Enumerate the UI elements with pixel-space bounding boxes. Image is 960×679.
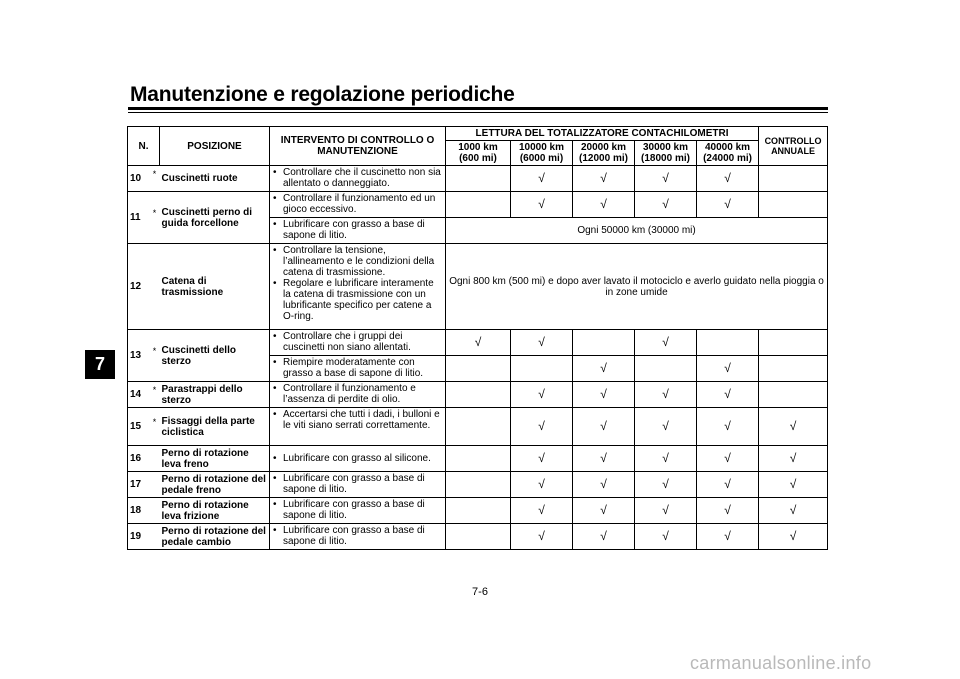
table-row: 17 Perno di rotazione del pedale freno • Lubrificare con grasso a base di sapone di litio. √ √ √ √ √ <box>128 472 828 498</box>
table-row: • Riempire moderatamente con grasso a base di sapone di litio. √ √ <box>128 356 828 382</box>
position-cell: Perno di rotazione leva freno <box>160 446 270 472</box>
action-cell: • Controllare il funzionamento ed un gioco eccessivo. <box>270 192 446 218</box>
chapter-tab: 7 <box>85 350 115 379</box>
header-interval: 30000 km (18000 mi) <box>635 141 697 166</box>
header-no: N. <box>128 127 160 166</box>
action-cell: • Accertarsi che tutti i dadi, i bulloni e le viti siano serrati correttamente. <box>270 408 446 446</box>
header-odometer: LETTURA DEL TOTALIZZATORE CONTACHILOMETRI <box>446 127 759 141</box>
action-cell: • Lubrificare con grasso a base di sapone di litio. <box>270 218 446 244</box>
table-row: 13 * Cuscinetti dello sterzo • Controllare che i gruppi dei cuscinetti non siano allentati. √ √ √ <box>128 330 828 356</box>
header-interval: 1000 km (600 mi) <box>446 141 511 166</box>
table-row: 15 * Fissaggi della parte ciclistica • Accertarsi che tutti i dadi, i bulloni e le viti siano serrati correttamente. √ √ √ √ √ <box>128 408 828 446</box>
interval-note: Ogni 800 km (500 mi) e dopo aver lavato il motociclo e averlo guidato nella pioggia o in zone umide <box>446 244 828 330</box>
position-cell: Parastrappi dello sterzo <box>160 382 270 408</box>
table-row: 12 Catena di trasmissione • Controllare la tensione, l’allineamento e le condizioni della catena di trasmissione. • Regolare e lubrificare interamente la catena di trasmissione con un lubrificante specifico per catene a O-ring. Ogni 800 km (500 mi) e dopo aver lavato il motociclo e averlo guidato nella pioggia o in zone umide <box>128 244 828 330</box>
maintenance-table <box>127 126 828 550</box>
title-rule-thick <box>128 107 828 110</box>
table-row: 10 * Cuscinetti ruote • Controllare che il cuscinetto non sia allentato o danneggiato. √ √ √ √ <box>128 166 828 192</box>
page-number: 7-6 <box>472 586 488 598</box>
position-cell: Perno di rotazione leva frizione <box>160 498 270 524</box>
header-interval: 40000 km (24000 mi) <box>697 141 759 166</box>
header-action: INTERVENTO DI CONTROLLO O MANUTENZIONE <box>270 127 446 166</box>
table-row: 11 * Cuscinetti perno di guida forcellone • Controllare il funzionamento ed un gioco eccessivo. √ √ √ √ <box>128 192 828 218</box>
interval-note: Ogni 50000 km (30000 mi) <box>446 218 828 244</box>
table-row: 19 Perno di rotazione del pedale cambio • Lubrificare con grasso a base di sapone di litio. √ √ √ √ √ <box>128 524 828 550</box>
position-cell: Cuscinetti dello sterzo <box>160 330 270 382</box>
watermark: carmanualsonline.info <box>690 653 872 673</box>
header-position: POSIZIONE <box>160 127 270 166</box>
position-cell: Perno di rotazione del pedale freno <box>160 472 270 498</box>
position-cell: Fissaggi della parte ciclistica <box>160 408 270 446</box>
action-cell: • Lubrificare con grasso a base di sapone di litio. <box>270 472 446 498</box>
action-cell: • Controllare il funzionamento e l’assenza di perdite di olio. <box>270 382 446 408</box>
action-cell: • Lubrificare con grasso a base di sapone di litio. <box>270 498 446 524</box>
action-cell: • Controllare che il cuscinetto non sia allentato o danneggiato. <box>270 166 446 192</box>
action-cell: • Lubrificare con grasso a base di sapone di litio. <box>270 524 446 550</box>
position-cell: Catena di trasmissione <box>160 244 270 330</box>
header-annual: CONTROLLO ANNUALE <box>759 127 828 166</box>
table-row: 16 Perno di rotazione leva freno • Lubrificare con grasso al silicone. √ √ √ √ √ <box>128 446 828 472</box>
position-cell: Cuscinetti ruote <box>160 166 270 192</box>
action-cell: • Controllare la tensione, l’allineamento e le condizioni della catena di trasmissione. • Regolare e lubrificare interamente la catena di trasmissione con un lubrificante specifico per catene a O-ring. <box>270 244 446 330</box>
title-rule-thin <box>128 112 828 113</box>
header-interval: 10000 km (6000 mi) <box>511 141 573 166</box>
page-title: Manutenzione e regolazione periodiche <box>130 83 515 106</box>
header-row-1 <box>128 127 828 141</box>
position-cell: Cuscinetti perno di guida forcellone <box>160 192 270 244</box>
action-cell: • Lubrificare con grasso al silicone. <box>270 446 446 472</box>
table-row: 14 * Parastrappi dello sterzo • Controllare il funzionamento e l’assenza di perdite di olio. √ √ √ √ <box>128 382 828 408</box>
action-cell: • Riempire moderatamente con grasso a base di sapone di litio. <box>270 356 446 382</box>
table-row: 18 Perno di rotazione leva frizione • Lubrificare con grasso a base di sapone di litio. √ √ √ √ √ <box>128 498 828 524</box>
position-cell: Perno di rotazione del pedale cambio <box>160 524 270 550</box>
action-cell: • Controllare che i gruppi dei cuscinetti non siano allentati. <box>270 330 446 356</box>
header-interval: 20000 km (12000 mi) <box>573 141 635 166</box>
